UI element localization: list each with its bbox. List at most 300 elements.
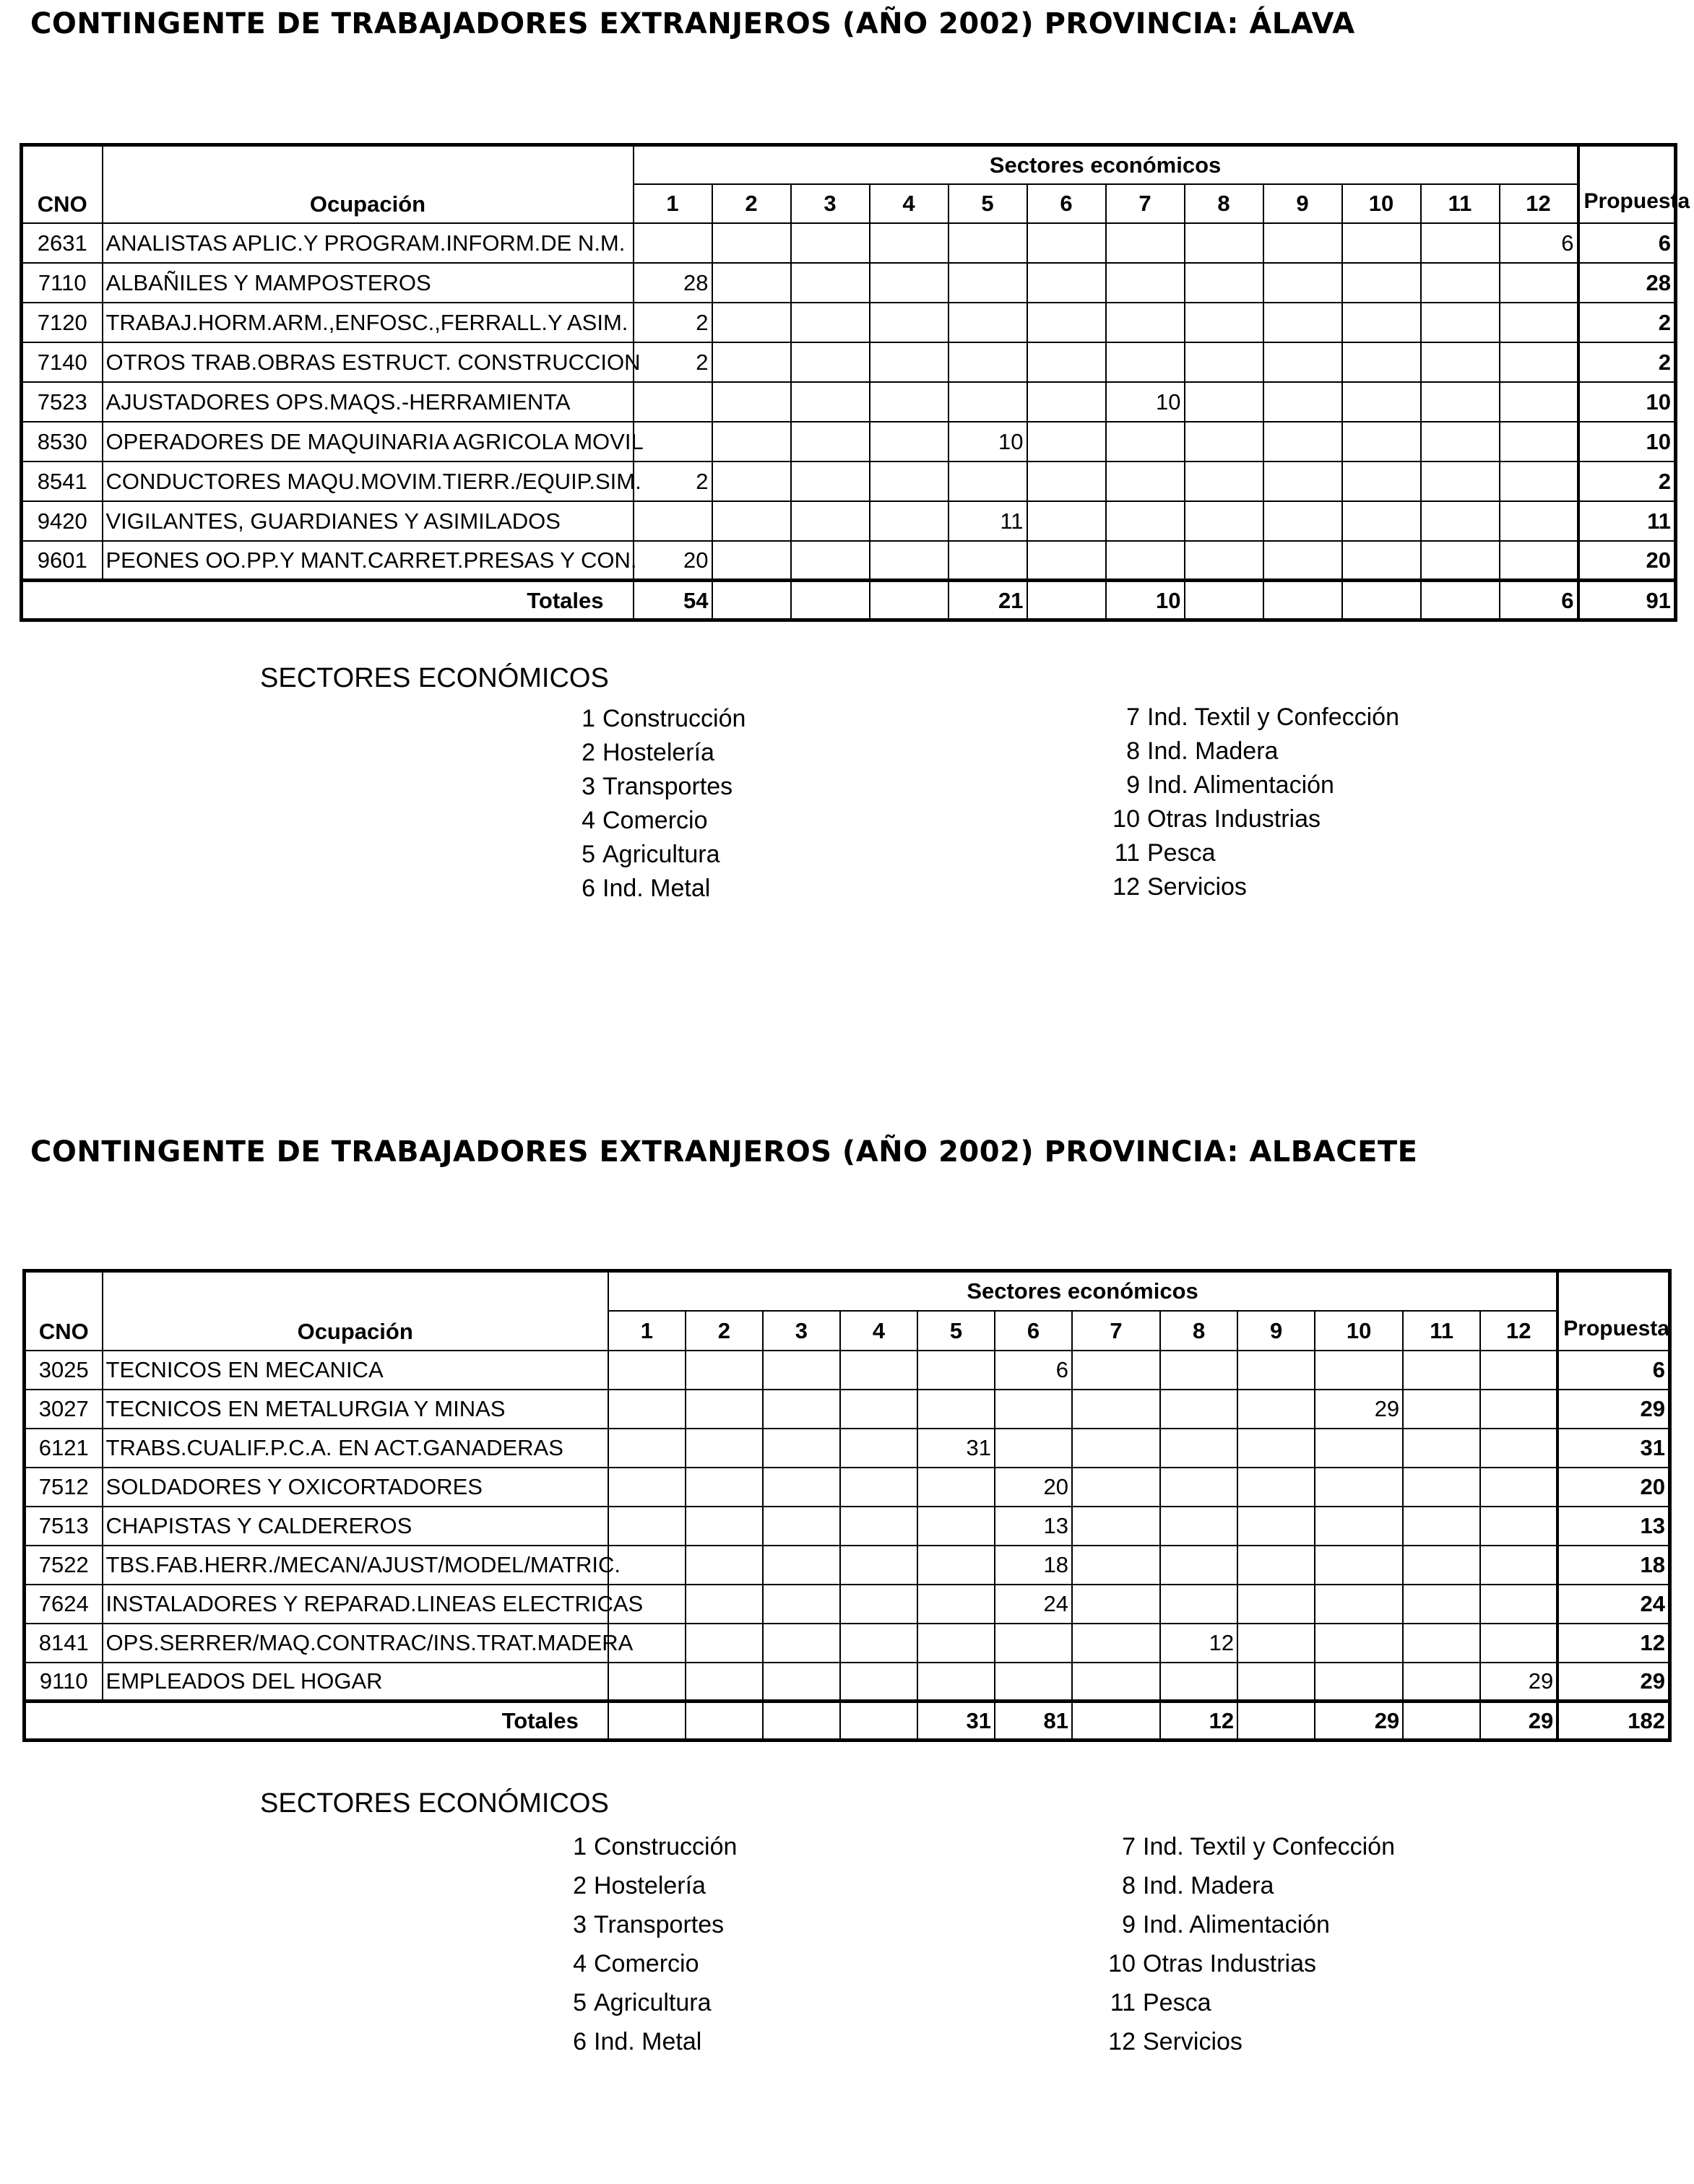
sector-column-header: 8	[1160, 1311, 1237, 1351]
sector-value-cell	[1185, 541, 1263, 581]
table-row	[25, 1585, 1670, 1624]
sector-value-cell	[1480, 1390, 1557, 1429]
sector-value-cell: 12	[1160, 1624, 1237, 1663]
legend-item-number: 9	[1122, 1911, 1136, 1938]
legend-item-label: Construcción	[602, 705, 746, 732]
legend-item	[559, 1827, 737, 1866]
legend-item-label: Ind. Alimentación	[1143, 1911, 1330, 1938]
propuesta-cell: 11	[1578, 501, 1676, 541]
legend-item-number: 2	[573, 1872, 587, 1899]
sector-value-cell	[791, 541, 870, 581]
total-value-cell: 81	[995, 1702, 1072, 1741]
legend-item	[1108, 1983, 1395, 2022]
legend-item	[1112, 802, 1399, 836]
sector-value-cell	[791, 501, 870, 541]
occupation-cell: OTROS TRAB.OBRAS ESTRUCT. CONSTRUCCION	[103, 342, 634, 382]
legend-item-number: 5	[573, 1989, 587, 2016]
sector-value-cell	[763, 1585, 840, 1624]
sector-value-cell	[1160, 1429, 1237, 1468]
sector-value-cell: 28	[634, 263, 712, 303]
legend-item-label: Agricultura	[594, 1989, 712, 2016]
legend-item-label: Ind. Textil y Confección	[1147, 703, 1399, 731]
cno-cell: 7110	[22, 263, 103, 303]
sector-value-cell	[1160, 1468, 1237, 1507]
propuesta-cell: 29	[1557, 1390, 1669, 1429]
sector-value-cell	[1421, 303, 1500, 342]
legend-item-number: 8	[1122, 1872, 1136, 1899]
cno-cell: 7120	[22, 303, 103, 342]
table-row	[22, 263, 1676, 303]
table-row	[22, 422, 1676, 462]
legend-item-label: Ind. Metal	[602, 875, 711, 902]
sector-value-cell	[1263, 382, 1342, 422]
sector-value-cell	[608, 1468, 686, 1507]
sector-value-cell: 29	[1480, 1663, 1557, 1702]
sector-value-cell	[1342, 342, 1421, 382]
sector-value-cell	[1315, 1585, 1403, 1624]
sector-value-cell	[791, 382, 870, 422]
sector-value-cell: 2	[634, 462, 712, 501]
sector-value-cell	[686, 1468, 763, 1507]
sector-value-cell	[1421, 501, 1500, 541]
sector-value-cell	[840, 1390, 917, 1429]
column-header-occupation: Ocupación	[103, 145, 634, 223]
sector-value-cell	[1072, 1624, 1160, 1663]
sector-value-cell	[1500, 263, 1578, 303]
legend-item	[559, 2022, 737, 2061]
sector-value-cell	[1500, 541, 1578, 581]
sector-value-cell	[1342, 263, 1421, 303]
legend-item-number: 2	[582, 739, 595, 766]
total-value-cell	[1421, 581, 1500, 620]
cno-cell: 8541	[22, 462, 103, 501]
sector-value-cell	[1500, 422, 1578, 462]
sector-value-cell	[840, 1429, 917, 1468]
sector-value-cell	[1403, 1585, 1480, 1624]
sector-value-cell	[1027, 501, 1106, 541]
sector-value-cell: 6	[995, 1351, 1072, 1390]
table-row	[22, 541, 1676, 581]
sector-value-cell: 20	[634, 541, 712, 581]
sector-value-cell	[1106, 342, 1185, 382]
legend-item-label: Ind. Madera	[1147, 737, 1279, 765]
sector-value-cell	[840, 1663, 917, 1702]
legend-item	[1108, 1827, 1395, 1866]
sector-value-cell	[917, 1507, 995, 1546]
sector-value-cell	[1106, 541, 1185, 581]
sector-value-cell	[1237, 1390, 1315, 1429]
cno-cell: 9420	[22, 501, 103, 541]
sector-value-cell	[791, 263, 870, 303]
sector-value-cell	[870, 541, 948, 581]
legend-item	[1112, 701, 1399, 734]
sector-value-cell	[1403, 1507, 1480, 1546]
legend-item-label: Hostelería	[602, 739, 714, 766]
sector-value-cell	[1342, 462, 1421, 501]
sector-value-cell	[1027, 422, 1106, 462]
sector-value-cell	[1263, 501, 1342, 541]
table-row	[22, 382, 1676, 422]
sector-value-cell	[712, 303, 791, 342]
sector-value-cell	[1315, 1663, 1403, 1702]
propuesta-cell: 20	[1578, 541, 1676, 581]
sector-value-cell	[686, 1429, 763, 1468]
column-header-occupation: Ocupación	[103, 1271, 608, 1351]
sector-value-cell	[1421, 541, 1500, 581]
sector-value-cell	[686, 1624, 763, 1663]
legend-item-number: 11	[1110, 1989, 1136, 2016]
legend-column-left	[559, 1827, 737, 2061]
sector-value-cell	[995, 1390, 1072, 1429]
sector-value-cell	[1237, 1429, 1315, 1468]
totals-label: Totales	[22, 581, 634, 620]
total-value-cell	[791, 581, 870, 620]
totals-label: Totales	[25, 1702, 608, 1741]
sector-value-cell	[1160, 1546, 1237, 1585]
totals-row	[25, 1702, 1670, 1741]
sector-value-cell	[840, 1624, 917, 1663]
occupation-cell: TRABS.CUALIF.P.C.A. EN ACT.GANADERAS	[103, 1429, 608, 1468]
sector-value-cell	[948, 462, 1027, 501]
cno-cell: 7522	[25, 1546, 103, 1585]
sector-column-header: 4	[840, 1311, 917, 1351]
sector-value-cell	[1160, 1507, 1237, 1546]
occupation-cell: OPS.SERRER/MAQ.CONTRAC/INS.TRAT.MADERA	[103, 1624, 608, 1663]
table-row	[25, 1507, 1670, 1546]
occupation-cell: TRABAJ.HORM.ARM.,ENFOSC.,FERRALL.Y ASIM.	[103, 303, 634, 342]
sector-column-header: 10	[1342, 184, 1421, 223]
propuesta-cell: 29	[1557, 1663, 1669, 1702]
sector-value-cell	[948, 223, 1027, 263]
sector-value-cell	[840, 1546, 917, 1585]
sector-value-cell	[791, 422, 870, 462]
cno-cell: 6121	[25, 1429, 103, 1468]
sector-value-cell	[686, 1663, 763, 1702]
legend-item-number: 9	[1126, 771, 1140, 799]
legend-item-label: Pesca	[1147, 839, 1216, 867]
legend-item-number: 6	[573, 2028, 587, 2055]
column-header-cno: CNO	[22, 145, 103, 223]
propuesta-cell: 18	[1557, 1546, 1669, 1585]
sector-value-cell	[712, 342, 791, 382]
sector-value-cell	[608, 1507, 686, 1546]
sector-group-header: Sectores económicos	[608, 1271, 1557, 1311]
sector-value-cell: 11	[948, 501, 1027, 541]
sector-value-cell	[840, 1585, 917, 1624]
legend-heading: SECTORES ECONÓMICOS	[260, 1788, 609, 1819]
sector-value-cell	[686, 1507, 763, 1546]
sector-column-header: 2	[686, 1311, 763, 1351]
sector-value-cell	[686, 1546, 763, 1585]
occupation-cell: CONDUCTORES MAQU.MOVIM.TIERR./EQUIP.SIM.	[103, 462, 634, 501]
sector-value-cell	[1263, 303, 1342, 342]
total-value-cell	[1185, 581, 1263, 620]
legend-item-number: 7	[1122, 1833, 1136, 1860]
sector-value-cell	[763, 1507, 840, 1546]
legend-item-number: 6	[582, 875, 595, 902]
legend-item-label: Comercio	[602, 807, 708, 834]
propuesta-cell: 24	[1557, 1585, 1669, 1624]
sector-value-cell	[870, 462, 948, 501]
sector-value-cell	[948, 263, 1027, 303]
sector-value-cell	[1480, 1546, 1557, 1585]
sector-value-cell	[1027, 263, 1106, 303]
propuesta-cell: 31	[1557, 1429, 1669, 1468]
sector-value-cell	[1480, 1507, 1557, 1546]
contingent-table-albacete	[22, 1269, 1672, 1742]
sector-value-cell	[634, 382, 712, 422]
sector-value-cell: 2	[634, 342, 712, 382]
sector-value-cell	[948, 541, 1027, 581]
sector-column-header: 6	[995, 1311, 1072, 1351]
sector-value-cell	[1342, 422, 1421, 462]
legend-item-label: Ind. Madera	[1143, 1872, 1274, 1899]
legend-item-label: Otras Industrias	[1147, 805, 1321, 833]
sector-value-cell	[995, 1624, 1072, 1663]
sector-value-cell	[1237, 1351, 1315, 1390]
sector-value-cell	[1480, 1468, 1557, 1507]
sector-value-cell	[712, 382, 791, 422]
sector-value-cell	[1421, 462, 1500, 501]
legend-item-label: Servicios	[1147, 873, 1247, 901]
sector-value-cell	[1263, 541, 1342, 581]
sector-value-cell	[712, 223, 791, 263]
sector-value-cell	[1342, 541, 1421, 581]
sector-column-header: 7	[1072, 1311, 1160, 1351]
total-value-cell: 54	[634, 581, 712, 620]
sector-value-cell	[948, 342, 1027, 382]
table-row	[25, 1546, 1670, 1585]
sector-value-cell: 6	[1500, 223, 1578, 263]
total-value-cell	[1263, 581, 1342, 620]
sector-value-cell	[1072, 1468, 1160, 1507]
sector-value-cell	[1237, 1585, 1315, 1624]
sector-value-cell	[763, 1624, 840, 1663]
legend-item	[1108, 2022, 1395, 2061]
sector-column-header: 9	[1263, 184, 1342, 223]
sector-value-cell	[1315, 1351, 1403, 1390]
sector-value-cell: 2	[634, 303, 712, 342]
propuesta-cell: 2	[1578, 462, 1676, 501]
sector-value-cell	[917, 1546, 995, 1585]
sector-value-cell	[1160, 1663, 1237, 1702]
total-value-cell: 29	[1480, 1702, 1557, 1741]
legend-item	[568, 736, 746, 770]
sector-value-cell	[1072, 1429, 1160, 1468]
sector-column-header: 3	[763, 1311, 840, 1351]
legend-item	[568, 702, 746, 736]
total-value-cell: 21	[948, 581, 1027, 620]
legend-item-number: 11	[1114, 839, 1140, 867]
occupation-cell: INSTALADORES Y REPARAD.LINEAS ELECTRICAS	[103, 1585, 608, 1624]
occupation-cell: ANALISTAS APLIC.Y PROGRAM.INFORM.DE N.M.	[103, 223, 634, 263]
legend-item-label: Agricultura	[602, 841, 720, 868]
legend-item	[559, 1983, 737, 2022]
sector-value-cell	[1342, 382, 1421, 422]
sector-column-header: 12	[1480, 1311, 1557, 1351]
total-value-cell	[1237, 1702, 1315, 1741]
sector-column-header: 10	[1315, 1311, 1403, 1351]
sector-value-cell	[608, 1429, 686, 1468]
total-value-cell	[763, 1702, 840, 1741]
sector-column-header: 11	[1403, 1311, 1480, 1351]
propuesta-cell: 10	[1578, 422, 1676, 462]
sector-value-cell	[948, 303, 1027, 342]
total-value-cell: 10	[1106, 581, 1185, 620]
column-header-cno: CNO	[25, 1271, 103, 1351]
legend-item-number: 1	[582, 705, 595, 732]
legend-item	[568, 872, 746, 906]
sector-value-cell	[1421, 223, 1500, 263]
legend-item-number: 12	[1112, 873, 1140, 901]
sector-column-header: 9	[1237, 1311, 1315, 1351]
sector-value-cell	[1106, 303, 1185, 342]
sector-value-cell	[634, 223, 712, 263]
column-header-propuesta: Propuesta	[1557, 1271, 1669, 1351]
sector-value-cell	[1403, 1429, 1480, 1468]
total-value-cell	[608, 1702, 686, 1741]
sector-column-header: 1	[634, 184, 712, 223]
total-propuesta-cell: 91	[1578, 581, 1676, 620]
total-value-cell	[686, 1702, 763, 1741]
sector-value-cell	[763, 1546, 840, 1585]
occupation-cell: VIGILANTES, GUARDIANES Y ASIMILADOS	[103, 501, 634, 541]
sector-column-header: 4	[870, 184, 948, 223]
table-row	[25, 1429, 1670, 1468]
sector-value-cell	[1315, 1507, 1403, 1546]
legend-item	[559, 1866, 737, 1905]
sector-value-cell	[1403, 1546, 1480, 1585]
sector-value-cell	[1500, 501, 1578, 541]
sector-value-cell	[1027, 541, 1106, 581]
totals-row	[22, 581, 1676, 620]
sector-value-cell	[1403, 1351, 1480, 1390]
sector-value-cell	[1403, 1624, 1480, 1663]
legend-column-right	[1112, 701, 1399, 904]
sector-value-cell	[686, 1585, 763, 1624]
sector-value-cell	[1263, 422, 1342, 462]
sector-value-cell	[917, 1351, 995, 1390]
legend-item-number: 7	[1126, 703, 1140, 731]
sector-value-cell	[1072, 1351, 1160, 1390]
sector-column-header: 11	[1421, 184, 1500, 223]
total-value-cell: 6	[1500, 581, 1578, 620]
legend-item	[1112, 836, 1399, 870]
sector-value-cell	[1106, 263, 1185, 303]
sector-value-cell	[870, 382, 948, 422]
cno-cell: 7513	[25, 1507, 103, 1546]
legend-item	[1108, 1905, 1395, 1944]
sector-value-cell	[1237, 1507, 1315, 1546]
sector-value-cell	[840, 1468, 917, 1507]
legend-item	[1112, 870, 1399, 904]
occupation-cell: TECNICOS EN MECANICA	[103, 1351, 608, 1390]
sector-value-cell	[1237, 1663, 1315, 1702]
sector-value-cell	[1072, 1585, 1160, 1624]
sector-value-cell	[1185, 342, 1263, 382]
legend-item-number: 1	[573, 1833, 587, 1860]
legend-item-number: 5	[582, 841, 595, 868]
legend-heading: SECTORES ECONÓMICOS	[260, 663, 609, 693]
sector-value-cell	[1315, 1546, 1403, 1585]
total-propuesta-cell: 182	[1557, 1702, 1669, 1741]
cno-cell: 3027	[25, 1390, 103, 1429]
legend-item-number: 4	[582, 807, 595, 834]
total-value-cell	[1342, 581, 1421, 620]
sector-value-cell	[1185, 223, 1263, 263]
cno-cell: 2631	[22, 223, 103, 263]
sector-value-cell	[1185, 501, 1263, 541]
occupation-cell: AJUSTADORES OPS.MAQS.-HERRAMIENTA	[103, 382, 634, 422]
occupation-cell: ALBAÑILES Y MAMPOSTEROS	[103, 263, 634, 303]
cno-cell: 7140	[22, 342, 103, 382]
propuesta-cell: 2	[1578, 342, 1676, 382]
sector-value-cell	[1421, 263, 1500, 303]
table-row	[22, 501, 1676, 541]
sector-value-cell	[712, 422, 791, 462]
sector-value-cell	[1421, 382, 1500, 422]
propuesta-cell: 13	[1557, 1507, 1669, 1546]
sector-value-cell	[1480, 1585, 1557, 1624]
legend-item-label: Comercio	[594, 1950, 699, 1977]
sector-value-cell	[1072, 1663, 1160, 1702]
sector-value-cell	[763, 1351, 840, 1390]
table-row	[25, 1663, 1670, 1702]
sector-value-cell	[1480, 1624, 1557, 1663]
cno-cell: 7523	[22, 382, 103, 422]
sector-value-cell: 18	[995, 1546, 1072, 1585]
contingent-table-alava	[20, 143, 1690, 622]
legend-item-number: 4	[573, 1950, 587, 1977]
occupation-cell: CHAPISTAS Y CALDEREROS	[103, 1507, 608, 1546]
legend-item	[1112, 734, 1399, 768]
legend-column-right	[1108, 1827, 1395, 2061]
cno-cell: 8141	[25, 1624, 103, 1663]
table-row	[22, 342, 1676, 382]
sector-value-cell	[763, 1663, 840, 1702]
sector-value-cell	[1342, 223, 1421, 263]
sector-value-cell	[1072, 1507, 1160, 1546]
legend-column-left	[568, 702, 746, 906]
cno-cell: 7624	[25, 1585, 103, 1624]
sector-value-cell	[1403, 1468, 1480, 1507]
sector-value-cell: 10	[1106, 382, 1185, 422]
sector-value-cell	[1027, 382, 1106, 422]
sector-column-header: 1	[608, 1311, 686, 1351]
sector-value-cell	[763, 1429, 840, 1468]
sector-value-cell	[712, 501, 791, 541]
sector-value-cell	[1027, 342, 1106, 382]
propuesta-cell: 20	[1557, 1468, 1669, 1507]
sector-value-cell: 24	[995, 1585, 1072, 1624]
sector-value-cell	[948, 382, 1027, 422]
sector-column-header: 2	[712, 184, 791, 223]
legend-item-number: 10	[1112, 805, 1140, 833]
legend-item-label: Ind. Alimentación	[1147, 771, 1334, 799]
propuesta-cell: 6	[1578, 223, 1676, 263]
table-row	[25, 1624, 1670, 1663]
sector-value-cell	[1106, 501, 1185, 541]
sector-value-cell	[1106, 422, 1185, 462]
sector-value-cell	[1480, 1429, 1557, 1468]
sector-value-cell	[1403, 1663, 1480, 1702]
sector-value-cell	[1072, 1390, 1160, 1429]
sector-value-cell	[1237, 1546, 1315, 1585]
sector-value-cell	[870, 223, 948, 263]
sector-value-cell	[686, 1390, 763, 1429]
sector-value-cell	[712, 462, 791, 501]
total-value-cell	[712, 581, 791, 620]
